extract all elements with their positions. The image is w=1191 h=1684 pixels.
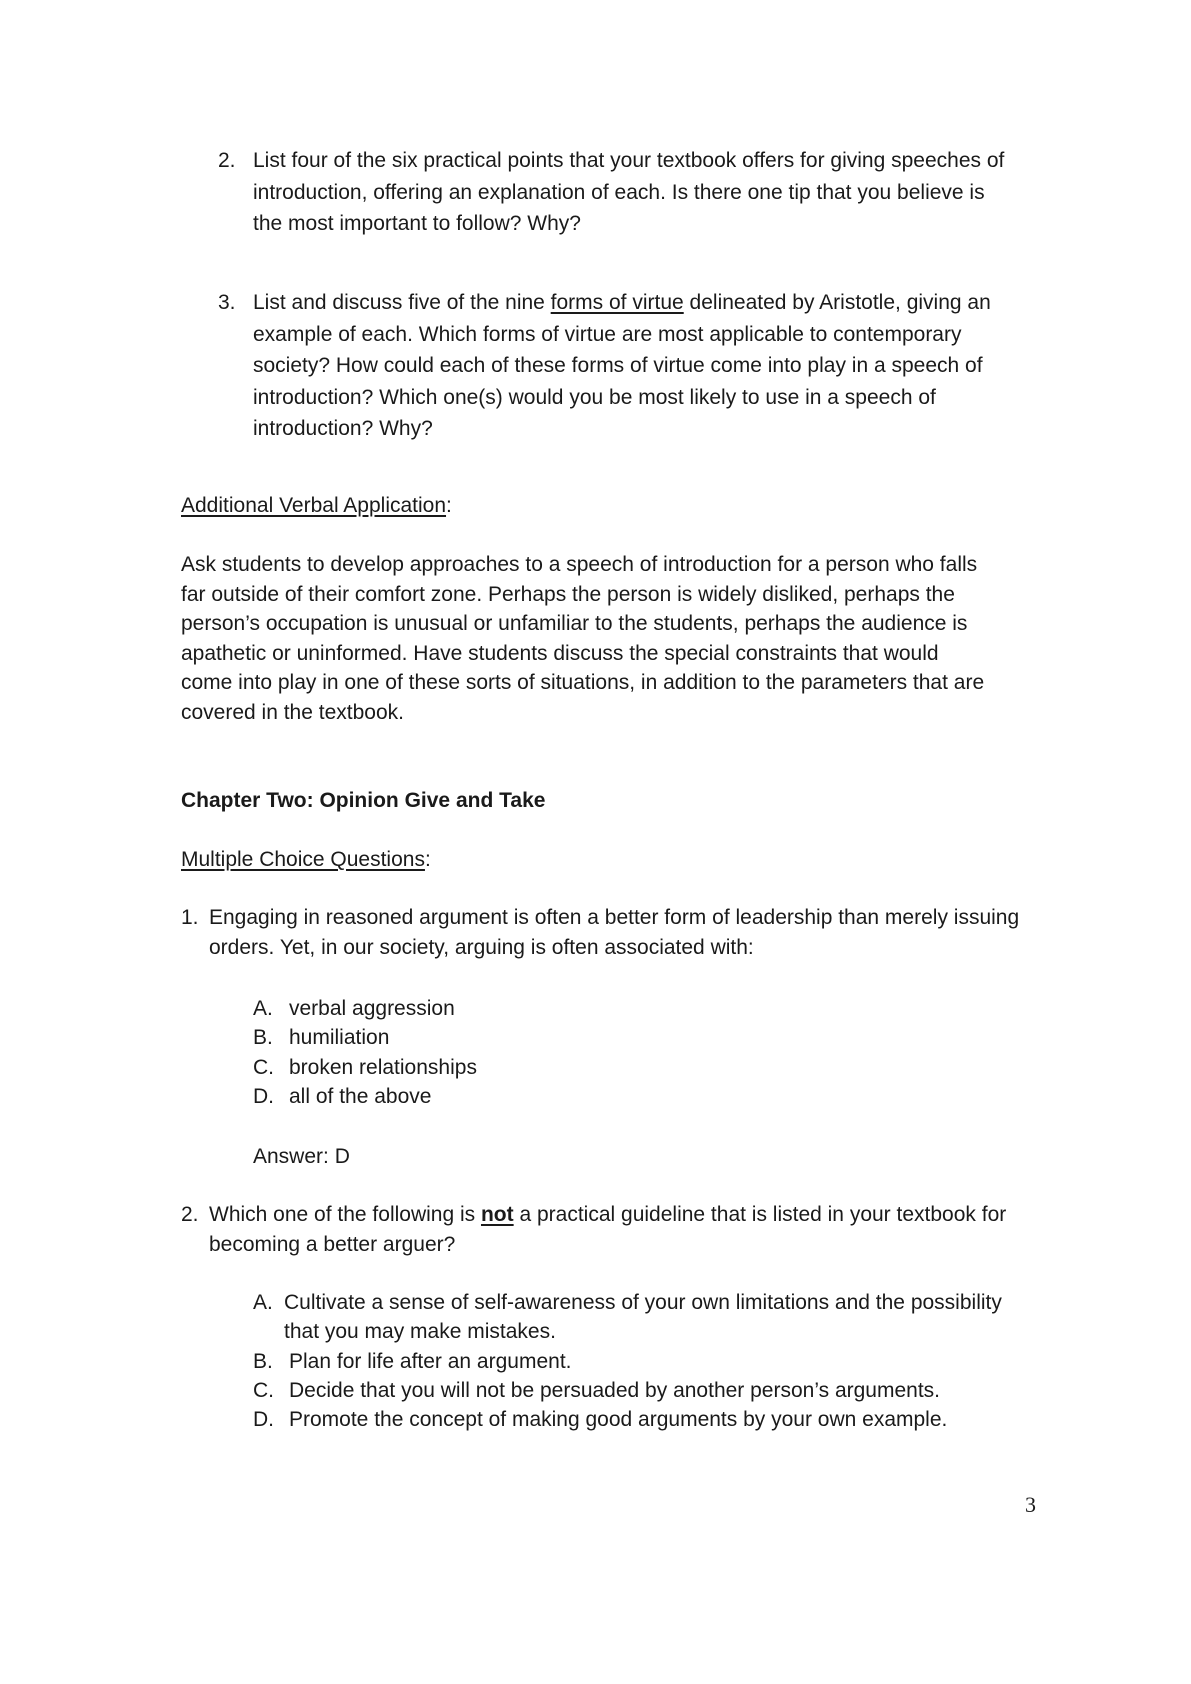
page-number: 3 — [1025, 1492, 1036, 1517]
text-line: introduction? Why? — [253, 417, 433, 440]
mcq-heading — [181, 844, 431, 875]
text-line: orders. Yet, in our society, arguing is often associated with: — [209, 936, 754, 959]
text-line: far outside of their comfort zone. Perhaps the person is widely disliked, perhaps the — [181, 582, 955, 606]
option-label: B. — [253, 1350, 273, 1373]
text-fragment: a practical guideline that is listed in your textbook for — [513, 1203, 1007, 1226]
option-label: D. — [253, 1408, 274, 1431]
additional-verbal-heading — [181, 490, 452, 521]
option-b — [253, 1347, 1073, 1376]
text-line: come into play in one of these sorts of situations, in addition to the parameters that are — [181, 671, 985, 694]
option-text: humiliation — [289, 1026, 390, 1049]
option-d — [253, 1405, 1073, 1434]
option-label: A. — [253, 997, 273, 1020]
option-a — [253, 1288, 1073, 1346]
answer-line: Answer: D — [253, 1145, 350, 1168]
option-c — [253, 1053, 953, 1082]
text-line — [209, 1200, 1101, 1230]
heading-text: Multiple Choice Questions — [181, 848, 425, 871]
text-line: apathetic or uninformed. Have students discuss the special constraints that would — [181, 641, 939, 665]
chapter-title: Chapter Two: Opinion Give and Take — [181, 789, 546, 812]
text-line: example of each. Which forms of virtue are most applicable to contemporary — [253, 322, 962, 346]
option-text: Plan for life after an argument. — [289, 1350, 572, 1373]
review-question-3 — [218, 287, 1098, 445]
text-line: Engaging in reasoned argument is often a better form of leadership than merely issuing — [209, 906, 1020, 929]
forms-of-virtue-term: forms of virtue — [550, 291, 684, 314]
text-line: becoming a better arguer? — [209, 1233, 456, 1256]
option-text: Decide that you will not be persuaded by another person’s arguments. — [289, 1379, 941, 1402]
text-fragment: Which one of the following is — [209, 1203, 481, 1226]
option-a — [253, 994, 953, 1023]
text-line: List four of the six practical points that your textbook offers for giving speeches of — [253, 149, 1005, 172]
mcq-question-2 — [181, 1200, 1101, 1260]
mcq-question-1 — [181, 903, 1101, 963]
option-label: C. — [253, 1379, 274, 1402]
option-text: broken relationships — [289, 1056, 477, 1079]
option-b — [253, 1023, 953, 1052]
option-label: C. — [253, 1056, 274, 1079]
option-label: A. — [253, 1291, 273, 1314]
emphasis-not: not — [480, 1203, 514, 1226]
heading-colon: : — [424, 848, 431, 871]
additional-verbal-paragraph — [181, 550, 1101, 727]
list-number: 1. — [181, 906, 199, 929]
text-line: covered in the textbook. — [181, 700, 404, 724]
option-d — [253, 1082, 953, 1111]
text-line: Ask students to develop approaches to a speech of introduction for a person who falls — [181, 553, 978, 576]
option-text: Promote the concept of making good arguments by your own example. — [289, 1408, 948, 1431]
option-text: that you may make mistakes. — [284, 1320, 556, 1343]
text-fragment: delineated by Aristotle, giving an — [683, 291, 991, 314]
text-fragment: List and discuss five of the nine — [253, 291, 551, 314]
option-text: verbal aggression — [289, 997, 455, 1020]
heading-text: Additional Verbal Application — [181, 494, 447, 517]
heading-colon: : — [446, 494, 452, 517]
review-question-2 — [218, 145, 1098, 240]
list-number: 2. — [218, 149, 236, 172]
option-text: Cultivate a sense of self-awareness of your own limitations and the possibility — [284, 1291, 1002, 1314]
text-line — [253, 287, 1098, 319]
option-label: B. — [253, 1026, 273, 1049]
text-line: society? How could each of these forms of virtue come into play in a speech of — [253, 354, 983, 377]
text-line: introduction? Which one(s) would you be most likely to use in a speech of — [253, 385, 936, 409]
list-number: 2. — [181, 1203, 199, 1226]
text-line: the most important to follow? Why? — [253, 212, 581, 235]
text-line: introduction, offering an explanation of each. Is there one tip that you believe is — [253, 180, 985, 204]
list-number: 3. — [218, 291, 236, 314]
option-text: all of the above — [289, 1085, 432, 1108]
text-line: person’s occupation is unusual or unfamiliar to the students, perhaps the audience is — [181, 612, 968, 635]
option-label: D. — [253, 1085, 274, 1108]
option-c — [253, 1376, 1073, 1405]
